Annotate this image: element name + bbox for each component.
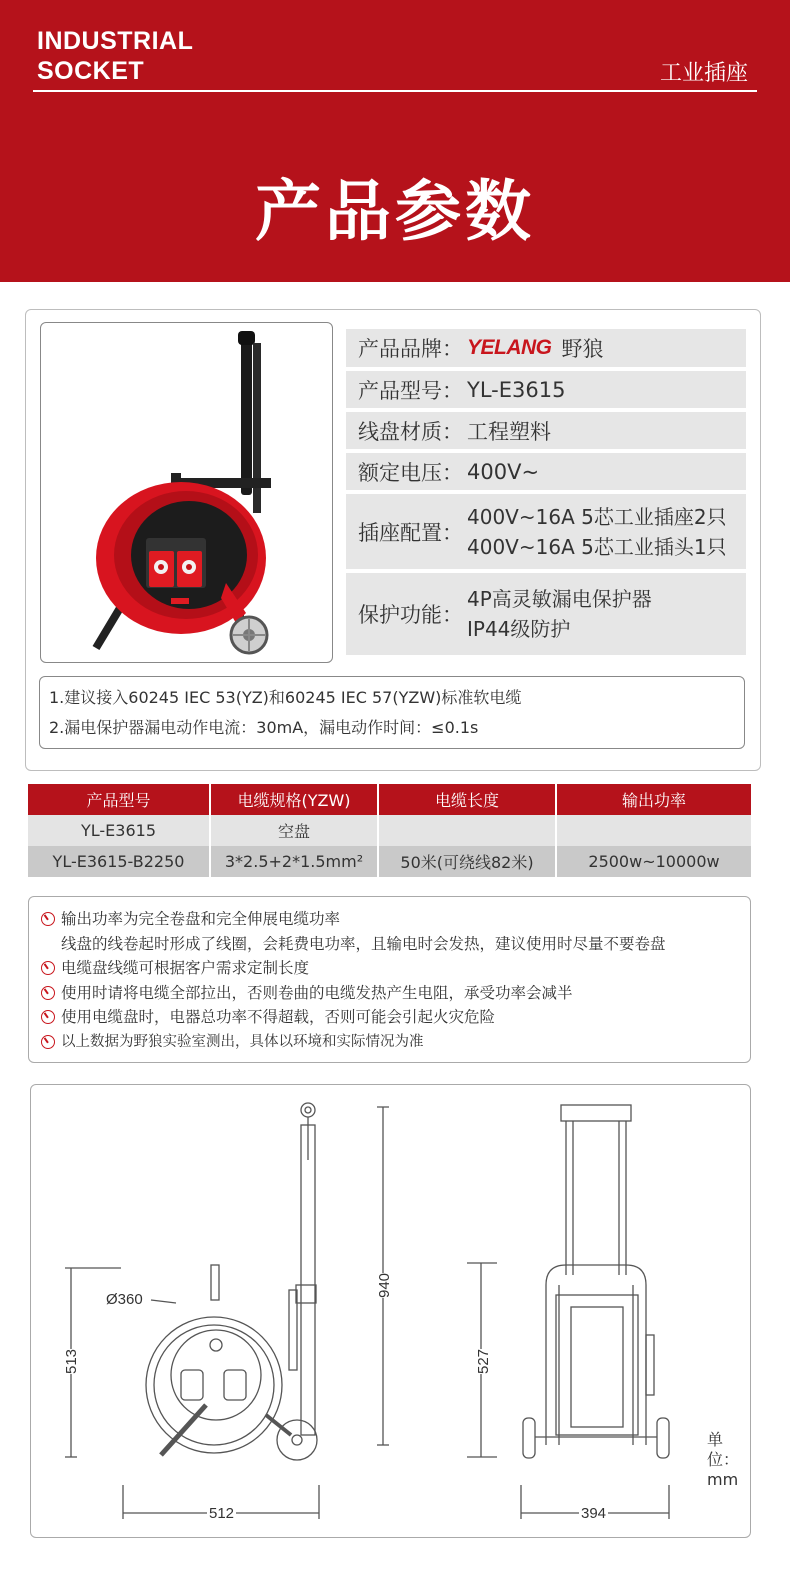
table-cell (378, 815, 556, 846)
clock-warning-icon (41, 1010, 55, 1024)
spec-row-brand (346, 329, 746, 367)
spec-label: 额定电压： (358, 460, 463, 485)
brand-en-line2: SOCKET (37, 57, 145, 85)
warnings-box (28, 896, 751, 1063)
cable-reel-photo-illustration (41, 323, 333, 663)
spec-label: 线盘材质： (358, 419, 463, 444)
spec-row-socket (346, 494, 746, 569)
table-cell: YL-E3615-B2250 (28, 846, 210, 877)
header-divider (33, 90, 757, 92)
table-row (28, 846, 751, 877)
yelang-logo: YELANG (467, 336, 552, 359)
socket-line-1: 400V~16A 5芯工业插座2只 (467, 504, 727, 529)
model-table (28, 784, 751, 877)
warning-item (41, 981, 750, 1006)
table-cell (556, 815, 751, 846)
table-cell: 50米(可绕线82米) (378, 846, 556, 877)
clock-warning-icon (41, 912, 55, 926)
spec-value: 400V~ (467, 459, 540, 484)
spec-value: YL-E3615 (467, 377, 566, 402)
warning-text: 以上数据为野狼实验室测出，具体以环境和实际情况为准 (61, 1033, 424, 1050)
spec-label: 产品型号： (358, 378, 463, 403)
spec-row-protection (346, 573, 746, 655)
warning-text: 电缆盘线缆可根据客户需求定制长度 (61, 959, 310, 977)
note-line-2: 2.漏电保护器漏电动作电流：30mA，漏电动作时间：≤0.1s (49, 718, 479, 737)
brand-english (37, 26, 193, 86)
header-banner (0, 0, 790, 282)
table-row (28, 815, 751, 846)
protect-line-1: 4P高灵敏漏电保护器 (467, 587, 652, 611)
dimension-diameter: Ø360 (106, 1291, 143, 1308)
table-header: 输出功率 (556, 784, 751, 815)
warning-text: 使用电缆盘时，电器总功率不得超载，否则可能会引起火灾危险 (61, 1008, 496, 1026)
socket-line-2: 400V~16A 5芯工业插头1只 (467, 534, 727, 559)
spec-label: 产品品牌： (358, 337, 463, 361)
clock-warning-icon (41, 986, 55, 1000)
dimension-height-front: 527 (475, 1348, 493, 1375)
dimension-width-front: 394 (581, 1505, 607, 1522)
table-cell: 空盘 (210, 815, 378, 846)
table-cell: 2500w~10000w (556, 846, 751, 877)
dimension-height-total: 940 (376, 1272, 394, 1299)
spec-row-voltage (346, 453, 746, 490)
product-photo (40, 322, 333, 663)
dimension-width-side: 512 (209, 1505, 235, 1522)
protect-line-2: IP44级防护 (467, 617, 571, 641)
table-cell: 3*2.5+2*1.5mm² (210, 846, 378, 877)
notes-box (39, 676, 745, 749)
technical-drawing (30, 1084, 751, 1538)
warning-text: 输出功率为完全卷盘和完全伸展电缆功率 (61, 910, 341, 928)
spec-label: 保护功能： (358, 603, 463, 627)
spec-label: 插座配置： (358, 520, 463, 545)
table-header: 电缆长度 (378, 784, 556, 815)
spec-value: 工程塑料 (467, 419, 551, 444)
table-header-row (28, 784, 751, 815)
table-header: 产品型号 (28, 784, 210, 815)
table-cell: YL-E3615 (28, 815, 210, 846)
warning-item (41, 956, 750, 981)
clock-warning-icon (41, 961, 55, 975)
page-title: 产品参数 (255, 173, 535, 250)
spec-card (25, 309, 761, 771)
spec-list (346, 329, 746, 659)
brand-chinese: 工业插座 (659, 61, 748, 86)
warning-subtext: 线盘的线卷起时形成了线圈，会耗费电功率，且输电时会发热，建议使用时尽量不要卷盘 (61, 934, 666, 953)
brand-en-line1: INDUSTRIAL (37, 27, 194, 55)
warning-item (41, 1030, 750, 1055)
warning-text: 使用时请将电缆全部拉出，否则卷曲的电缆发热产生电阻，承受功率会减半 (61, 983, 573, 1002)
warning-item (41, 1005, 750, 1030)
note-line-1: 1.建议接入60245 IEC 53(YZ)和60245 IEC 57(YZW)标准软电缆 (49, 688, 522, 707)
dimension-height-reel: 513 (63, 1348, 81, 1375)
dimension-drawing (31, 1085, 751, 1538)
warning-item (41, 907, 750, 932)
clock-warning-icon (41, 1035, 55, 1049)
spec-value: 野狼 (561, 337, 604, 361)
spec-row-model (346, 371, 746, 408)
spec-value (467, 584, 652, 644)
spec-row-material (346, 412, 746, 449)
table-header: 电缆规格(YZW) (210, 784, 378, 815)
unit-label: 单位：mm (707, 1430, 740, 1489)
spec-value (467, 502, 727, 562)
